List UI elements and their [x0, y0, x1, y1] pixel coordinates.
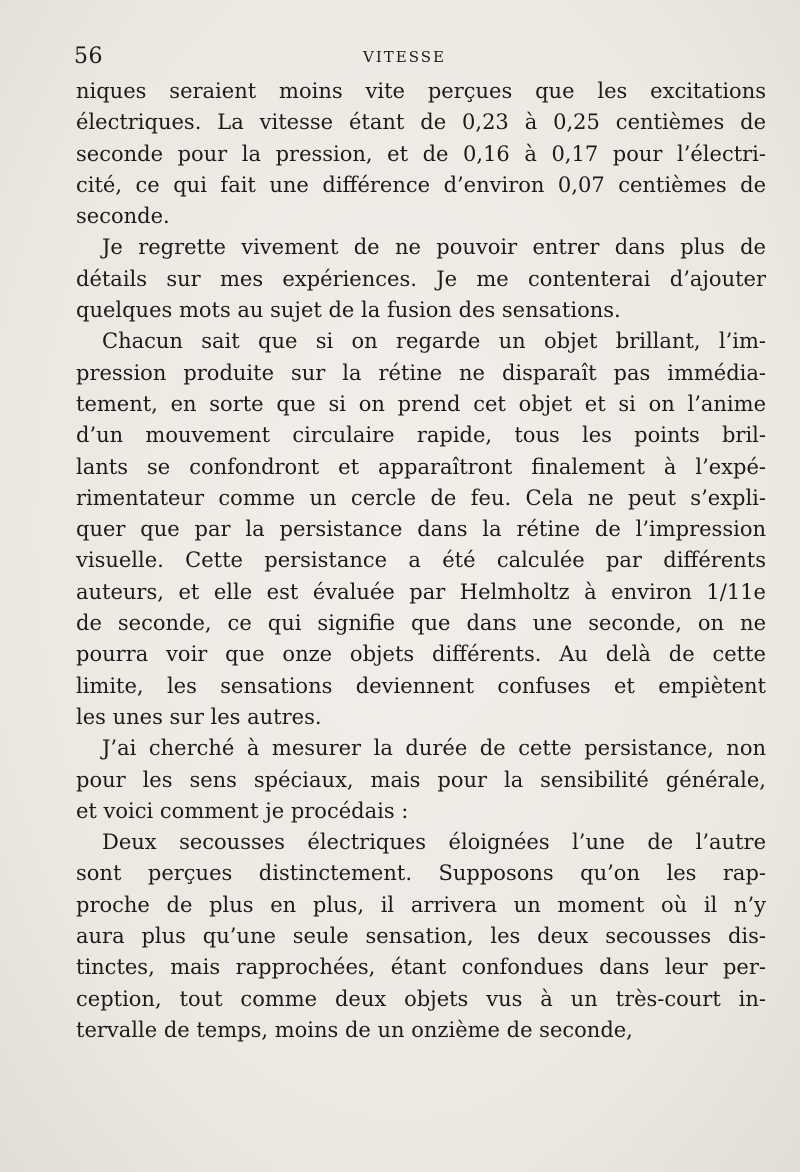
text-line: aura plus qu’une seule sensation, les deux secousses dis- [76, 924, 766, 949]
paragraph [76, 733, 766, 827]
text-line: seconde pour la pression, et de 0,16 à 0,17 pour l’électri- [76, 141, 766, 166]
text-line: limite, les sensations deviennent confuses et empiètent [76, 673, 766, 698]
text-line: Je regrette vivement de ne pouvoir entrer dans plus de [102, 235, 766, 260]
running-head [74, 44, 750, 72]
text-line: proche de plus en plus, il arrivera un moment où il n’y [76, 892, 766, 917]
text-line: électriques. La vitesse étant de 0,23 à 0,25 centièmes de [76, 110, 766, 135]
text-line: tervalle de temps, moins de un onzième de seconde, [76, 1017, 633, 1042]
text-line: et voici comment je procédais : [76, 798, 409, 823]
text-line: auteurs, et elle est évaluée par Helmholtz à environ 1/11e [76, 579, 766, 604]
body-text [76, 76, 766, 1046]
text-line: seconde. [76, 204, 170, 229]
text-line: d’un mouvement circulaire rapide, tous les points bril- [76, 423, 766, 448]
text-line: détails sur mes expériences. Je me contenterai d’ajouter [76, 266, 766, 291]
text-line: visuelle. Cette persistance a été calculée par différents [76, 548, 766, 573]
text-line: niques seraient moins vite perçues que les excitations [76, 79, 766, 103]
text-line: sont perçues distinctement. Supposons qu’on les rap- [76, 861, 766, 886]
text-line: J’ai cherché à mesurer la durée de cette persistance, non [102, 736, 766, 761]
text-line: pourra voir que onze objets différents. Au delà de cette [76, 642, 766, 667]
text-line: de seconde, ce qui signifie que dans une seconde, on ne [76, 611, 766, 636]
paragraph [76, 232, 766, 326]
text-line: tinctes, mais rapprochées, étant confondues dans leur per- [76, 955, 766, 980]
text-line: les unes sur les autres. [76, 704, 322, 729]
paragraph [76, 827, 766, 1046]
text-line: quer que par la persistance dans la rétine de l’impression [76, 517, 766, 542]
page-number: 56 [74, 44, 103, 69]
text-line: pression produite sur la rétine ne disparaît pas immédia- [76, 360, 766, 385]
text-line: Chacun sait que si on regarde un objet brillant, l’im- [102, 329, 766, 354]
text-line: lants se confondront et apparaîtront finalement à l’expé- [76, 454, 766, 479]
paragraph [76, 76, 766, 232]
paragraph [76, 326, 766, 733]
text-line: tement, en sorte que si on prend cet objet et si on l’anime [76, 391, 766, 416]
text-line: Deux secousses électriques éloignées l’une de l’autre [102, 830, 766, 855]
text-line: ception, tout comme deux objets vus à un très-court in- [76, 986, 766, 1011]
text-line: cité, ce qui fait une différence d’environ 0,07 centièmes de [76, 172, 766, 197]
running-title: VITESSE [363, 48, 446, 66]
text-line: pour les sens spéciaux, mais pour la sensibilité générale, [76, 767, 766, 792]
text-line: quelques mots au sujet de la fusion des sensations. [76, 298, 621, 323]
text-line: rimentateur comme un cercle de feu. Cela ne peut s’expli- [76, 485, 766, 510]
